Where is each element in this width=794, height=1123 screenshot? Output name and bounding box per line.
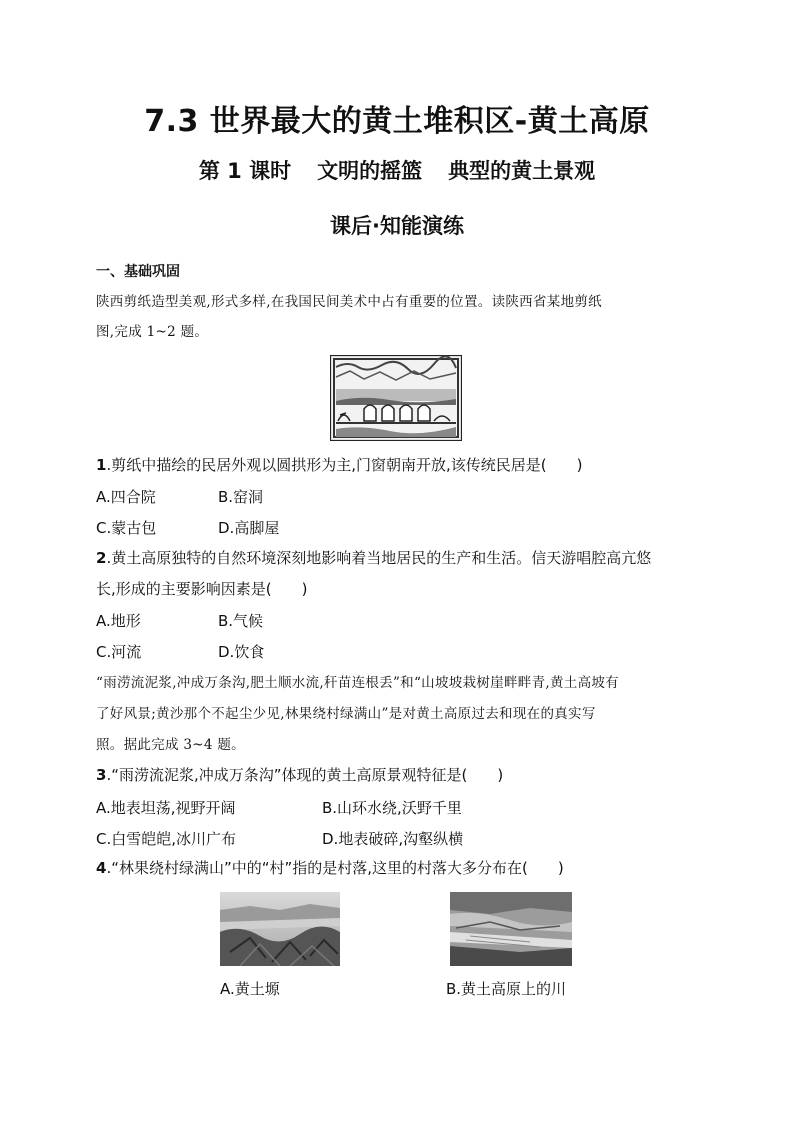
question-3: [96, 765, 503, 785]
question-2-number: 2: [96, 549, 107, 567]
caption-a[interactable]: A.黄土塬: [220, 980, 280, 998]
q3-option-a[interactable]: A.地表坦荡,视野开阔: [96, 799, 236, 817]
caption-b[interactable]: B.黄土高原上的川: [446, 980, 567, 998]
intro-line-1: 陕西剪纸造型美观,形式多样,在我国民间美术中占有重要的位置。读陕西省某地剪纸: [96, 294, 602, 310]
loess-tableland-photo: [220, 892, 340, 966]
q2-option-c[interactable]: C.河流: [96, 643, 142, 661]
section-title: 课后·知能演练: [330, 214, 464, 238]
passage-line-1: “雨涝流泥浆,冲成万条沟,肥土顺水流,秆苗连根丢”和“山坡坡栽树崖畔畔青,黄土高坡有: [96, 675, 619, 691]
q2-option-a[interactable]: A.地形: [96, 612, 141, 630]
lesson-number: 第 1 课时: [198, 159, 292, 183]
papercut-illustration: [330, 355, 462, 441]
question-1-text: .剪纸中描绘的民居外观以圆拱形为主,门窗朝南开放,该传统民居是( ): [106, 456, 583, 474]
q3-option-b[interactable]: B.山环水绕,沃野千里: [322, 799, 462, 817]
photo-b-graphic: [450, 892, 572, 966]
question-4-number: 4: [96, 859, 107, 877]
q2-option-d[interactable]: D.饮食: [218, 643, 265, 661]
q1-option-b[interactable]: B.窑洞: [218, 488, 264, 506]
question-3-number: 3: [96, 766, 107, 784]
lesson-topic-1: 文明的摇篮: [317, 159, 423, 183]
q1-option-d[interactable]: D.高脚屋: [218, 519, 280, 537]
paper-cut-image: [330, 355, 462, 441]
section-heading: 一、基础巩固: [96, 264, 180, 280]
q2-option-b[interactable]: B.气候: [218, 612, 264, 630]
q1-option-c[interactable]: C.蒙古包: [96, 519, 157, 537]
question-2-text-line-1: .黄土高原独特的自然环境深刻地影响着当地居民的生产和生活。信天游唱腔高亢悠: [106, 549, 652, 567]
question-2-text-line-2: 长,形成的主要影响因素是( ): [96, 580, 308, 598]
page-title: 7.3 世界最大的黄土堆积区-黄土高原: [144, 104, 650, 139]
lesson-subtitle: [0, 155, 794, 185]
photo-a-graphic: [220, 892, 340, 966]
q3-option-d[interactable]: D.地表破碎,沟壑纵横: [322, 830, 464, 848]
question-1-number: 1: [96, 456, 107, 474]
q1-option-a[interactable]: A.四合院: [96, 488, 156, 506]
question-4: [96, 858, 564, 878]
q3-option-c[interactable]: C.白雪皑皑,冰川广布: [96, 830, 237, 848]
passage-line-3: 照。据此完成 3~4 题。: [96, 737, 245, 753]
question-1: [96, 455, 582, 475]
lesson-topic-2: 典型的黄土景观: [448, 159, 596, 183]
question-3-text: .“雨涝流泥浆,冲成万条沟”体现的黄土高原景观特征是( ): [106, 766, 504, 784]
intro-line-2: 图,完成 1~2 题。: [96, 324, 209, 340]
loess-valley-photo: [450, 892, 572, 966]
question-4-text: .“林果绕村绿满山”中的“村”指的是村落,这里的村落大多分布在( ): [106, 859, 564, 877]
passage-line-2: 了好风景;黄沙那个不起尘少见,林果绕村绿满山”是对黄土高原过去和现在的真实写: [96, 706, 596, 722]
question-2: [96, 548, 651, 568]
